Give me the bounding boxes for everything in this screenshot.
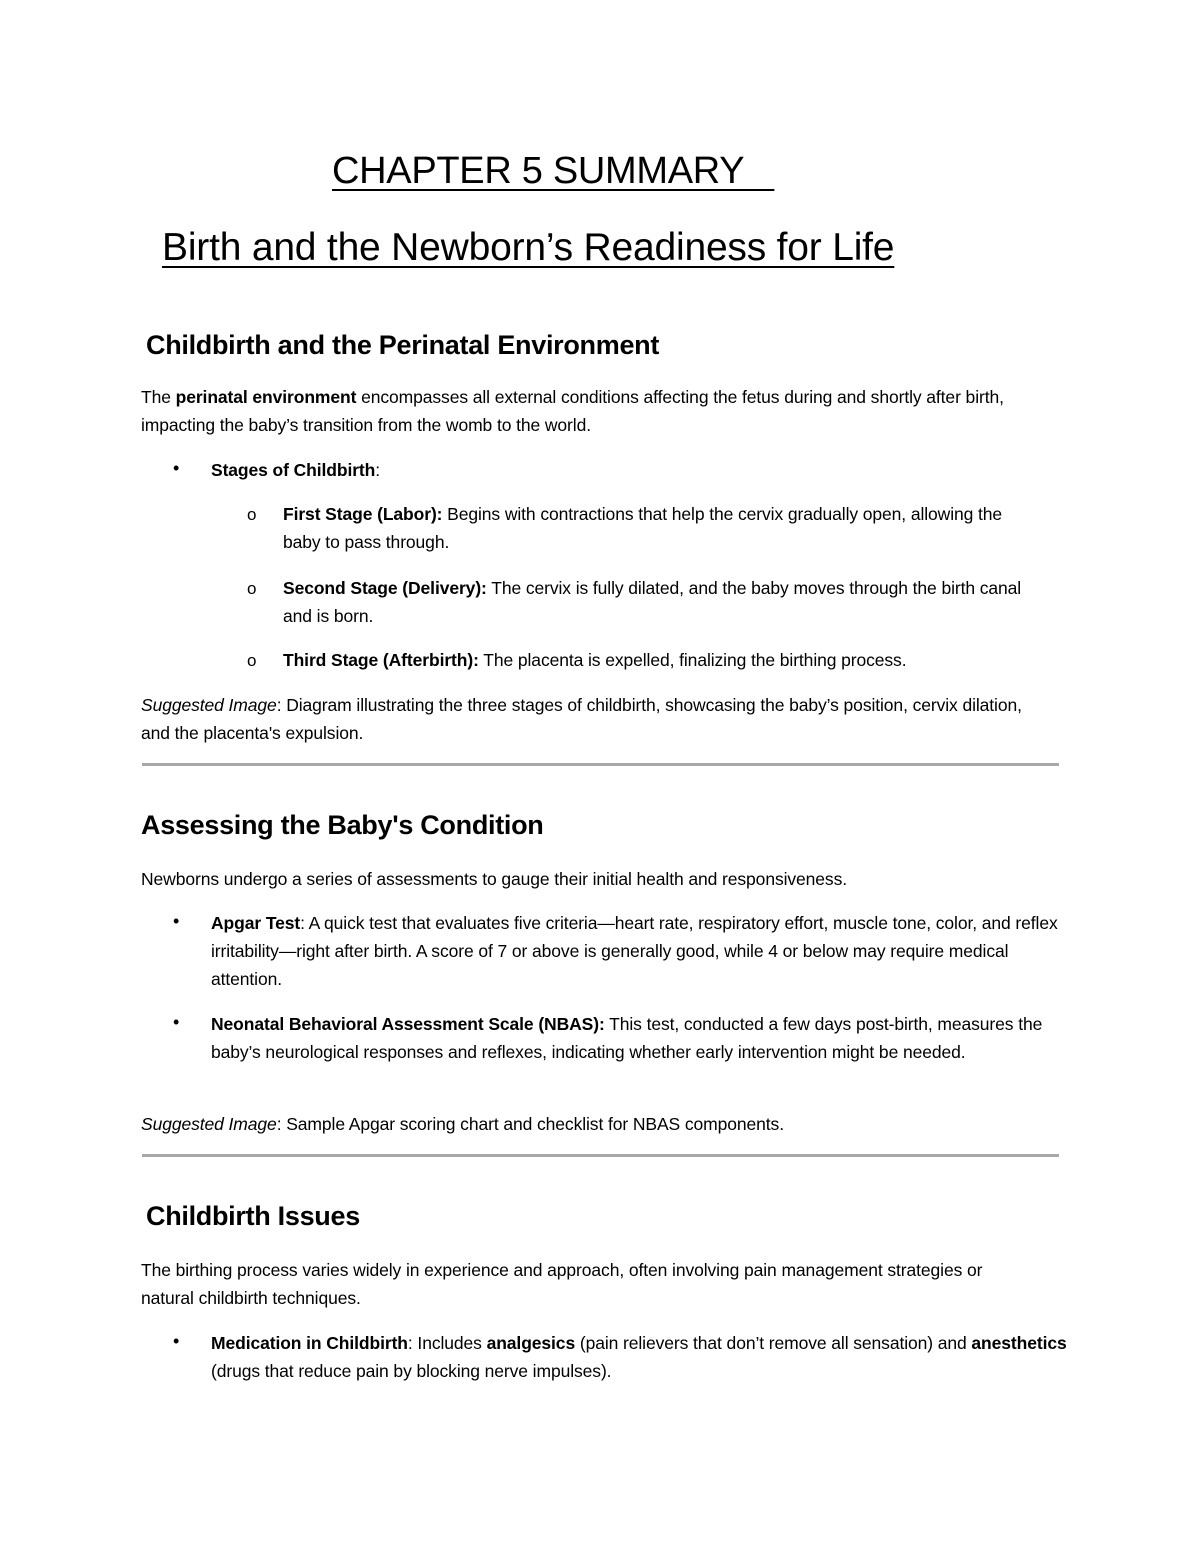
- page-subtitle: Birth and the Newborn’s Readiness for Life: [162, 226, 895, 269]
- term-perinatal-environment: perinatal environment: [175, 387, 357, 407]
- list-item-nbas: Neonatal Behavioral Assessment Scale (NBAS): This test, conducted a few days post-birth, measures the baby’s neurological responses and reflexes, indicating whether early intervention might be needed.: [211, 1014, 1043, 1062]
- list-item-apgar: Apgar Test: A quick test that evaluates five criteria—heart rate, respiratory effort, muscle tone, color, and reflex irritability—right after birth. A score of 7 or above is generally good, while 4 or below may require medical attention.: [211, 913, 1058, 989]
- list-item-stage-2: Second Stage (Delivery): The cervix is fully dilated, and the baby moves through the birth canal and is born.: [283, 578, 1022, 626]
- bullet-icon: •: [173, 911, 180, 931]
- horizontal-divider: [142, 1154, 1059, 1157]
- sub-bullet-icon: o: [247, 505, 257, 524]
- sub-bullet-icon: o: [247, 651, 257, 670]
- list-item-stage-1: First Stage (Labor): Begins with contractions that help the cervix gradually open, allowing the baby to pass through.: [283, 504, 1003, 552]
- section-heading-perinatal: Childbirth and the Perinatal Environment: [146, 330, 660, 360]
- section-heading-issues: Childbirth Issues: [146, 1201, 360, 1231]
- sub-bullet-icon: o: [247, 579, 257, 598]
- list-item-medication: Medication in Childbirth: Includes analgesics (pain relievers that don’t remove all sensation) and anesthetics (drugs that reduce pain by blocking nerve impulses).: [211, 1333, 1067, 1381]
- bullet-icon: •: [173, 1331, 180, 1351]
- perinatal-intro: The perinatal environment encompasses all external conditions affecting the fetus during and shortly after birth, impacting the baby’s transition from the womb to the world.: [141, 387, 1004, 435]
- suggested-image-note: Suggested Image: Sample Apgar scoring chart and checklist for NBAS components.: [141, 1114, 784, 1134]
- suggested-image-note: Suggested Image: Diagram illustrating the three stages of childbirth, showcasing the baby’s position, cervix dilation, and the placenta's expulsion.: [141, 695, 1022, 743]
- page-title: CHAPTER 5 SUMMARY: [332, 150, 775, 192]
- horizontal-divider: [142, 763, 1059, 766]
- section-heading-assessing: Assessing the Baby's Condition: [141, 810, 544, 840]
- assessing-intro: Newborns undergo a series of assessments to gauge their initial health and responsiveness.: [141, 869, 847, 889]
- bullet-icon: •: [173, 1012, 180, 1032]
- list-item-stage-3: Third Stage (Afterbirth): The placenta is expelled, finalizing the birthing process.: [283, 650, 907, 670]
- stages-label: Stages of Childbirth:: [211, 460, 381, 480]
- bullet-icon: •: [173, 458, 180, 478]
- issues-intro: The birthing process varies widely in experience and approach, often involving pain management strategies or natural childbirth techniques.: [141, 1260, 983, 1308]
